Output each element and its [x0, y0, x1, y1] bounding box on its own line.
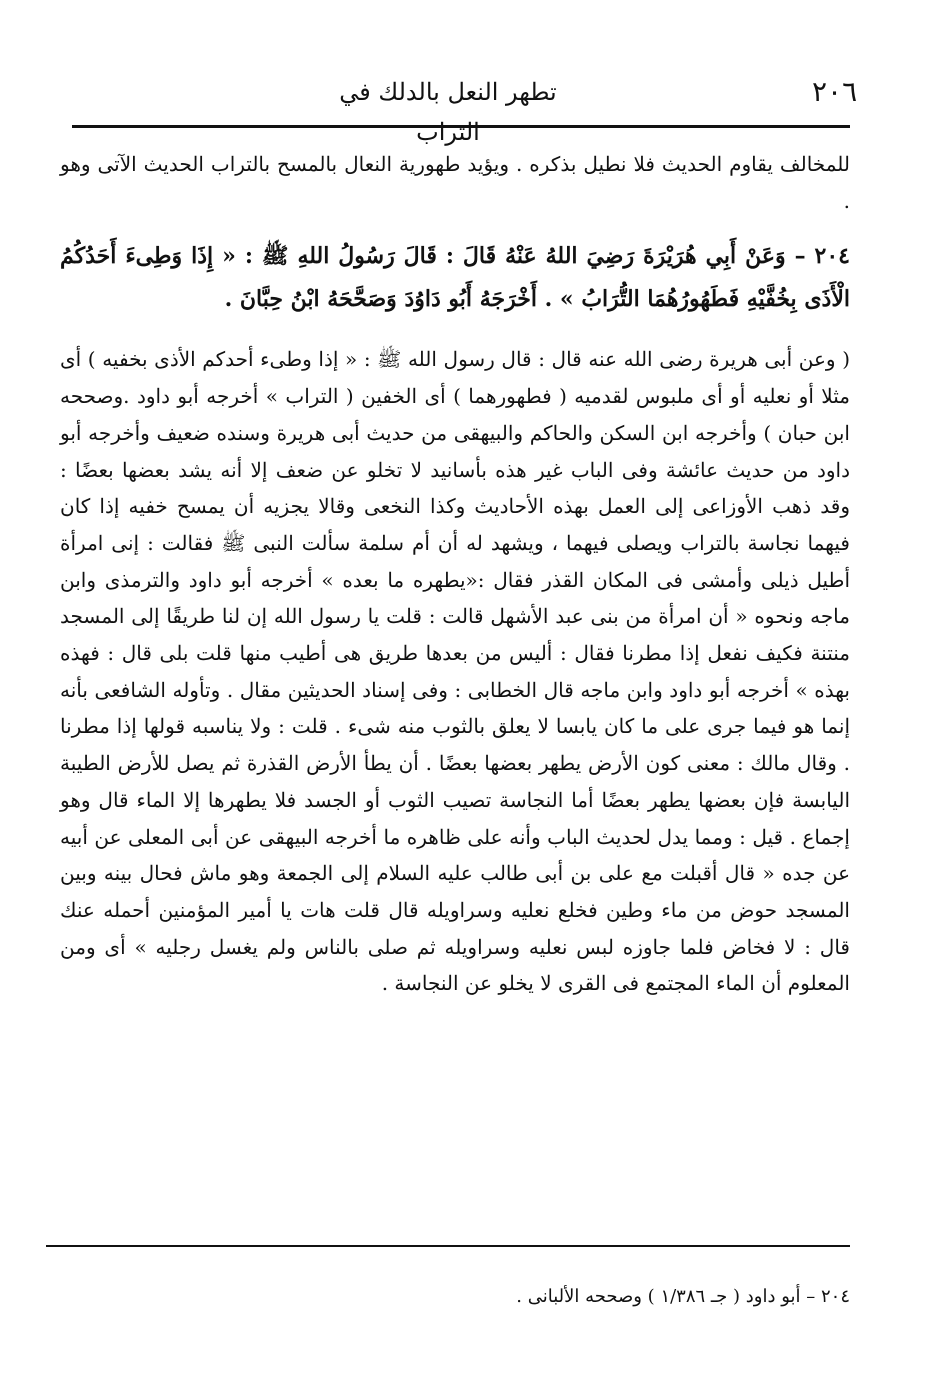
page-number: ٢٠٦ [812, 75, 858, 108]
page-body [60, 146, 850, 1002]
commentary-paragraph: ( وعن أبى هريرة رضى الله عنه قال : قال رسول الله ﷺ : « إذا وطىء أحدكم الأذى بخفيه ) أى مثلا أو نعليه أو أى ملبوس لقدميه ( فطهورهما ) أى الخفين ( التراب » أخرجه أبو داود .وصححه ابن حبان ) وأخرجه ابن السكن والحاكم والبيهقى من حديث أبى هريرة وسنده ضعيف وأخرجه أبو داود من حديث عائشة وفى الباب غير هذه بأسانيد لا تخلو عن ضعف إلا أنه يشد بعضها بعضًا : وقد ذهب الأوزاعى إلى العمل بهذه الأحاديث وكذا النخعى وقالا يجزيه أن يمسح خفيه إذا كان فيهما نجاسة بالتراب ويصلى فيهما ، ويشهد له أن أم سلمة سألت النبى ﷺ فقالت : إنى امرأة أطيل ذيلى وأمشى فى المكان القذر فقال :«يطهره ما بعده » أخرجه أبو داود والترمذى وابن ماجه ونحوه « أن امرأة من بنى عبد الأشهل قالت : قلت يا رسول الله إن لنا طريقًا إلى المسجد منتنة فكيف نفعل إذا مطرنا فقال : أليس من بعدها طريق هى أطيب منها قلت بلى قال : فهذه بهذه » أخرجه أبو داود وابن ماجه قال الخطابى : وفى إسناد الحديثين مقال . وتأوله الشافعى بأنه إنما هو فيما جرى على ما كان يابسا لا يعلق بالثوب منه شىء . قلت : ولا يناسبه قولها إذا مطرنا . وقال مالك : معنى كون الأرض يطهر بعضها بعضًا . أن يطأ الأرض القذرة ثم يصل للأرض الطيبة اليابسة فإن بعضها يطهر بعضًا أما النجاسة تصيب الثوب أو الجسد فلا يطهرها إلا الماء قال وهو إجماع . قيل : ومما يدل لحديث الباب وأنه على ظاهره ما أخرجه البيهقى عن أبى المعلى عن أبيه عن جده « قال أقبلت مع على بن أبى طالب عليه السلام إلى الجمعة وهو ماش فحال بينه وبين المسجد حوض من ماء وطين فخلع نعليه وسراويله قال قلت هات يا أمير المؤمنين أحمله عنك قال : لا فخاض فلما جاوزه لبس نعليه وسراويله ثم صلى بالناس ولم يغسل رجليه » أى ومن المعلوم أن الماء المجتمع فى القرى لا يخلو عن النجاسة . [60, 347, 850, 996]
running-title: تطهر النعل بالدلك في التراب [339, 78, 557, 146]
hadith-paragraph: ٢٠٤ – وَعَنْ أَبِي هُرَيْرَةَ رَضِيَ اللهُ عَنْهُ قَالَ : قَالَ رَسُولُ اللهِ ﷺ : « إِذَا وَطِىءَ أَحَدُكُمُ الْأَذَى بِخُفَّيْهِ فَطَهُورُهُمَا التُّرَابُ » . أَخْرَجَهُ أَبُو دَاوُدَ وَصَحَّحَهُ ابْنُ حِبَّانَ . [60, 243, 850, 313]
footnote: ٢٠٤ – أبو داود ( جـ ١/٣٨٦ ) وصححه الألبانى . [516, 1286, 850, 1307]
header-divider [72, 125, 850, 128]
footnote-divider [46, 1245, 850, 1247]
intro-paragraph: للمخالف يقاوم الحديث فلا نطيل بذكره . ويؤيد طهورية النعال بالمسح بالتراب الحديث الآتى وهو . [60, 152, 850, 213]
